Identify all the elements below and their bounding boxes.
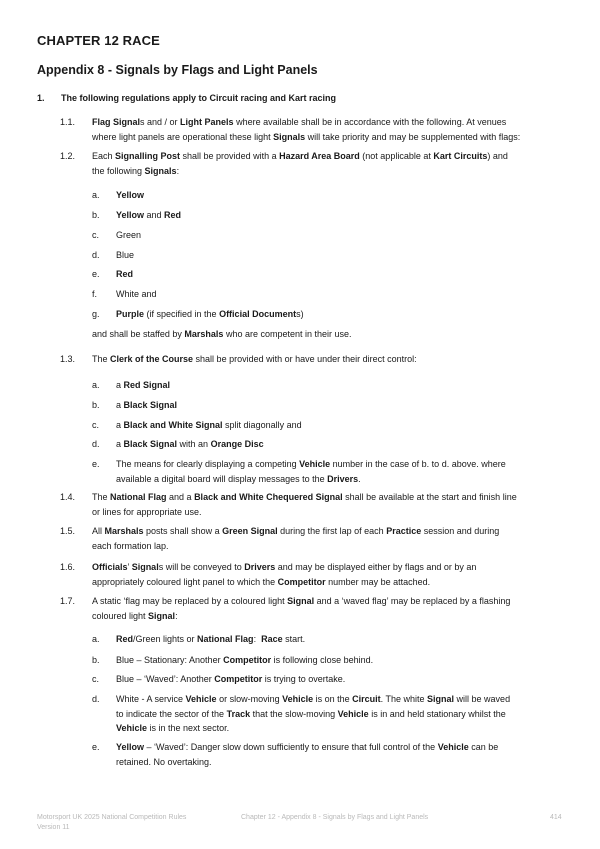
paragraph-number: 1.5. [60,526,76,536]
paragraph-body: The Clerk of the Course shall be provided with or have under their direct control: [92,354,417,364]
footer-left [37,813,186,833]
paragraph-body: Each Signalling Post shall be provided with a Hazard Area Board (not applicable at Kart Circuits) and the following Signals: [92,151,508,176]
section-number: 1. [37,93,45,103]
page-number: 414 [550,814,562,821]
footer-publication: Motorsport UK 2025 National Competition Rules [37,814,187,821]
paragraph-body: Flag Signals and / or Light Panels where available shall be in accordance with the following. At venues where light panels are operational these light Signals will take priority and may be supplemented with flags: [92,117,521,142]
paragraph-body: All Marshals posts shall show a Green Signal during the first lap of each Practice session and during each formation lap. [92,526,500,551]
paragraph-body: The National Flag and a Black and White Chequered Signal shall be available at the start and finish line or lines for appropriate use. [92,492,517,517]
paragraph-number: 1.3. [60,354,76,364]
chapter-title: CHAPTER 12 RACE [37,33,160,48]
paragraph-body: A static ‘flag may be replaced by a coloured light Signal and a ‘waved flag’ may be replaced by a flashing coloured light Signal: [92,596,511,621]
paragraph-continuation: and shall be staffed by Marshals who are competent in their use. [92,329,352,339]
paragraph-number: 1.1. [60,117,76,127]
paragraph-number: 1.2. [60,151,76,161]
appendix-title: Appendix 8 - Signals by Flags and Light Panels [37,63,318,77]
paragraph-number: 1.7. [60,596,76,606]
paragraph-number: 1.6. [60,562,76,572]
document-page: CHAPTER 12 RACE Appendix 8 - Signals by Flags and Light Panels 1. The following regulations apply to Circuit racing and Kart racing 1.1. Flag Signals and / or Light Panels where available shall be in accordance with the following. At venues where light panels are operational these light Signals will take priority and may be supplemented with flags: 1.2. Each Signalling Post shall be provided with a Hazard Area Board (not applicable at Kart Circuits) and the following Signals: a. Yellow b. Yellow and Red c. Green d. Blue e. Red f. White and g. Purple (if specified in the Official Documents) and shall be staffed by Marshals who are competent in their use. 1.3. The Clerk of the Course shall be provided with or have under their direct control: a. a Red Signal b. a Black Signal c. a Black and White Signal split diagonally and d. a Black Signal with an Orange Disc e. The means for clearly displaying a competing Vehicle number in the case of b. to d. above. where available a digital board will display messages to the Drivers. 1.4. The National Flag and a Black and White Chequered Signal shall be available at the start and finish line or lines for appropriate use. 1.5. All Marshals posts shall show a Green Signal during the first lap of each Practice session and during each formation lap. 1.6. Officials’ Signals will be conveyed to Drivers and may be displayed either by flags and or by an appropriately coloured light panel to which the Competitor number may be attached. 1.7. A static ‘flag may be replaced by a coloured light Signal and a ‘waved flag’ may be replaced by a flashing coloured light Signal: a. Red/Green lights or National Flag: Race start. b. Blue – Stationary: Another Competitor is following close behind. c. Blue – ‘Waved’: Another Competitor is trying to overtake. d. White - A service Vehicle or slow-moving Vehicle is on the Circuit. The white Signal will be waved to indicate the sector of the Track that the slow-moving Vehicle is in and held stationary whilst the Vehicle is in the next sector. e. Yellow – ‘Waved’: Danger slow down sufficiently to ensure that full control of the Vehicle can be retained. No overtaking. Motorsport UK 2025 National Competition Rules Version 11 Chapter 12 - Appendix 8 - Signals by Flags and Light Panels 414 [0,0,600,849]
footer-chapter-title: Chapter 12 - Appendix 8 - Signals by Flags and Light Panels [241,814,429,821]
paragraph-body: Officials’ Signals will be conveyed to Drivers and may be displayed either by flags and or by an appropriately coloured light panel to which the Competitor number may be attached. [92,562,477,587]
footer-version: Version 11 [37,824,70,831]
section-text: The following regulations apply to Circuit racing and Kart racing [61,93,337,103]
paragraph-number: 1.4. [60,492,76,502]
